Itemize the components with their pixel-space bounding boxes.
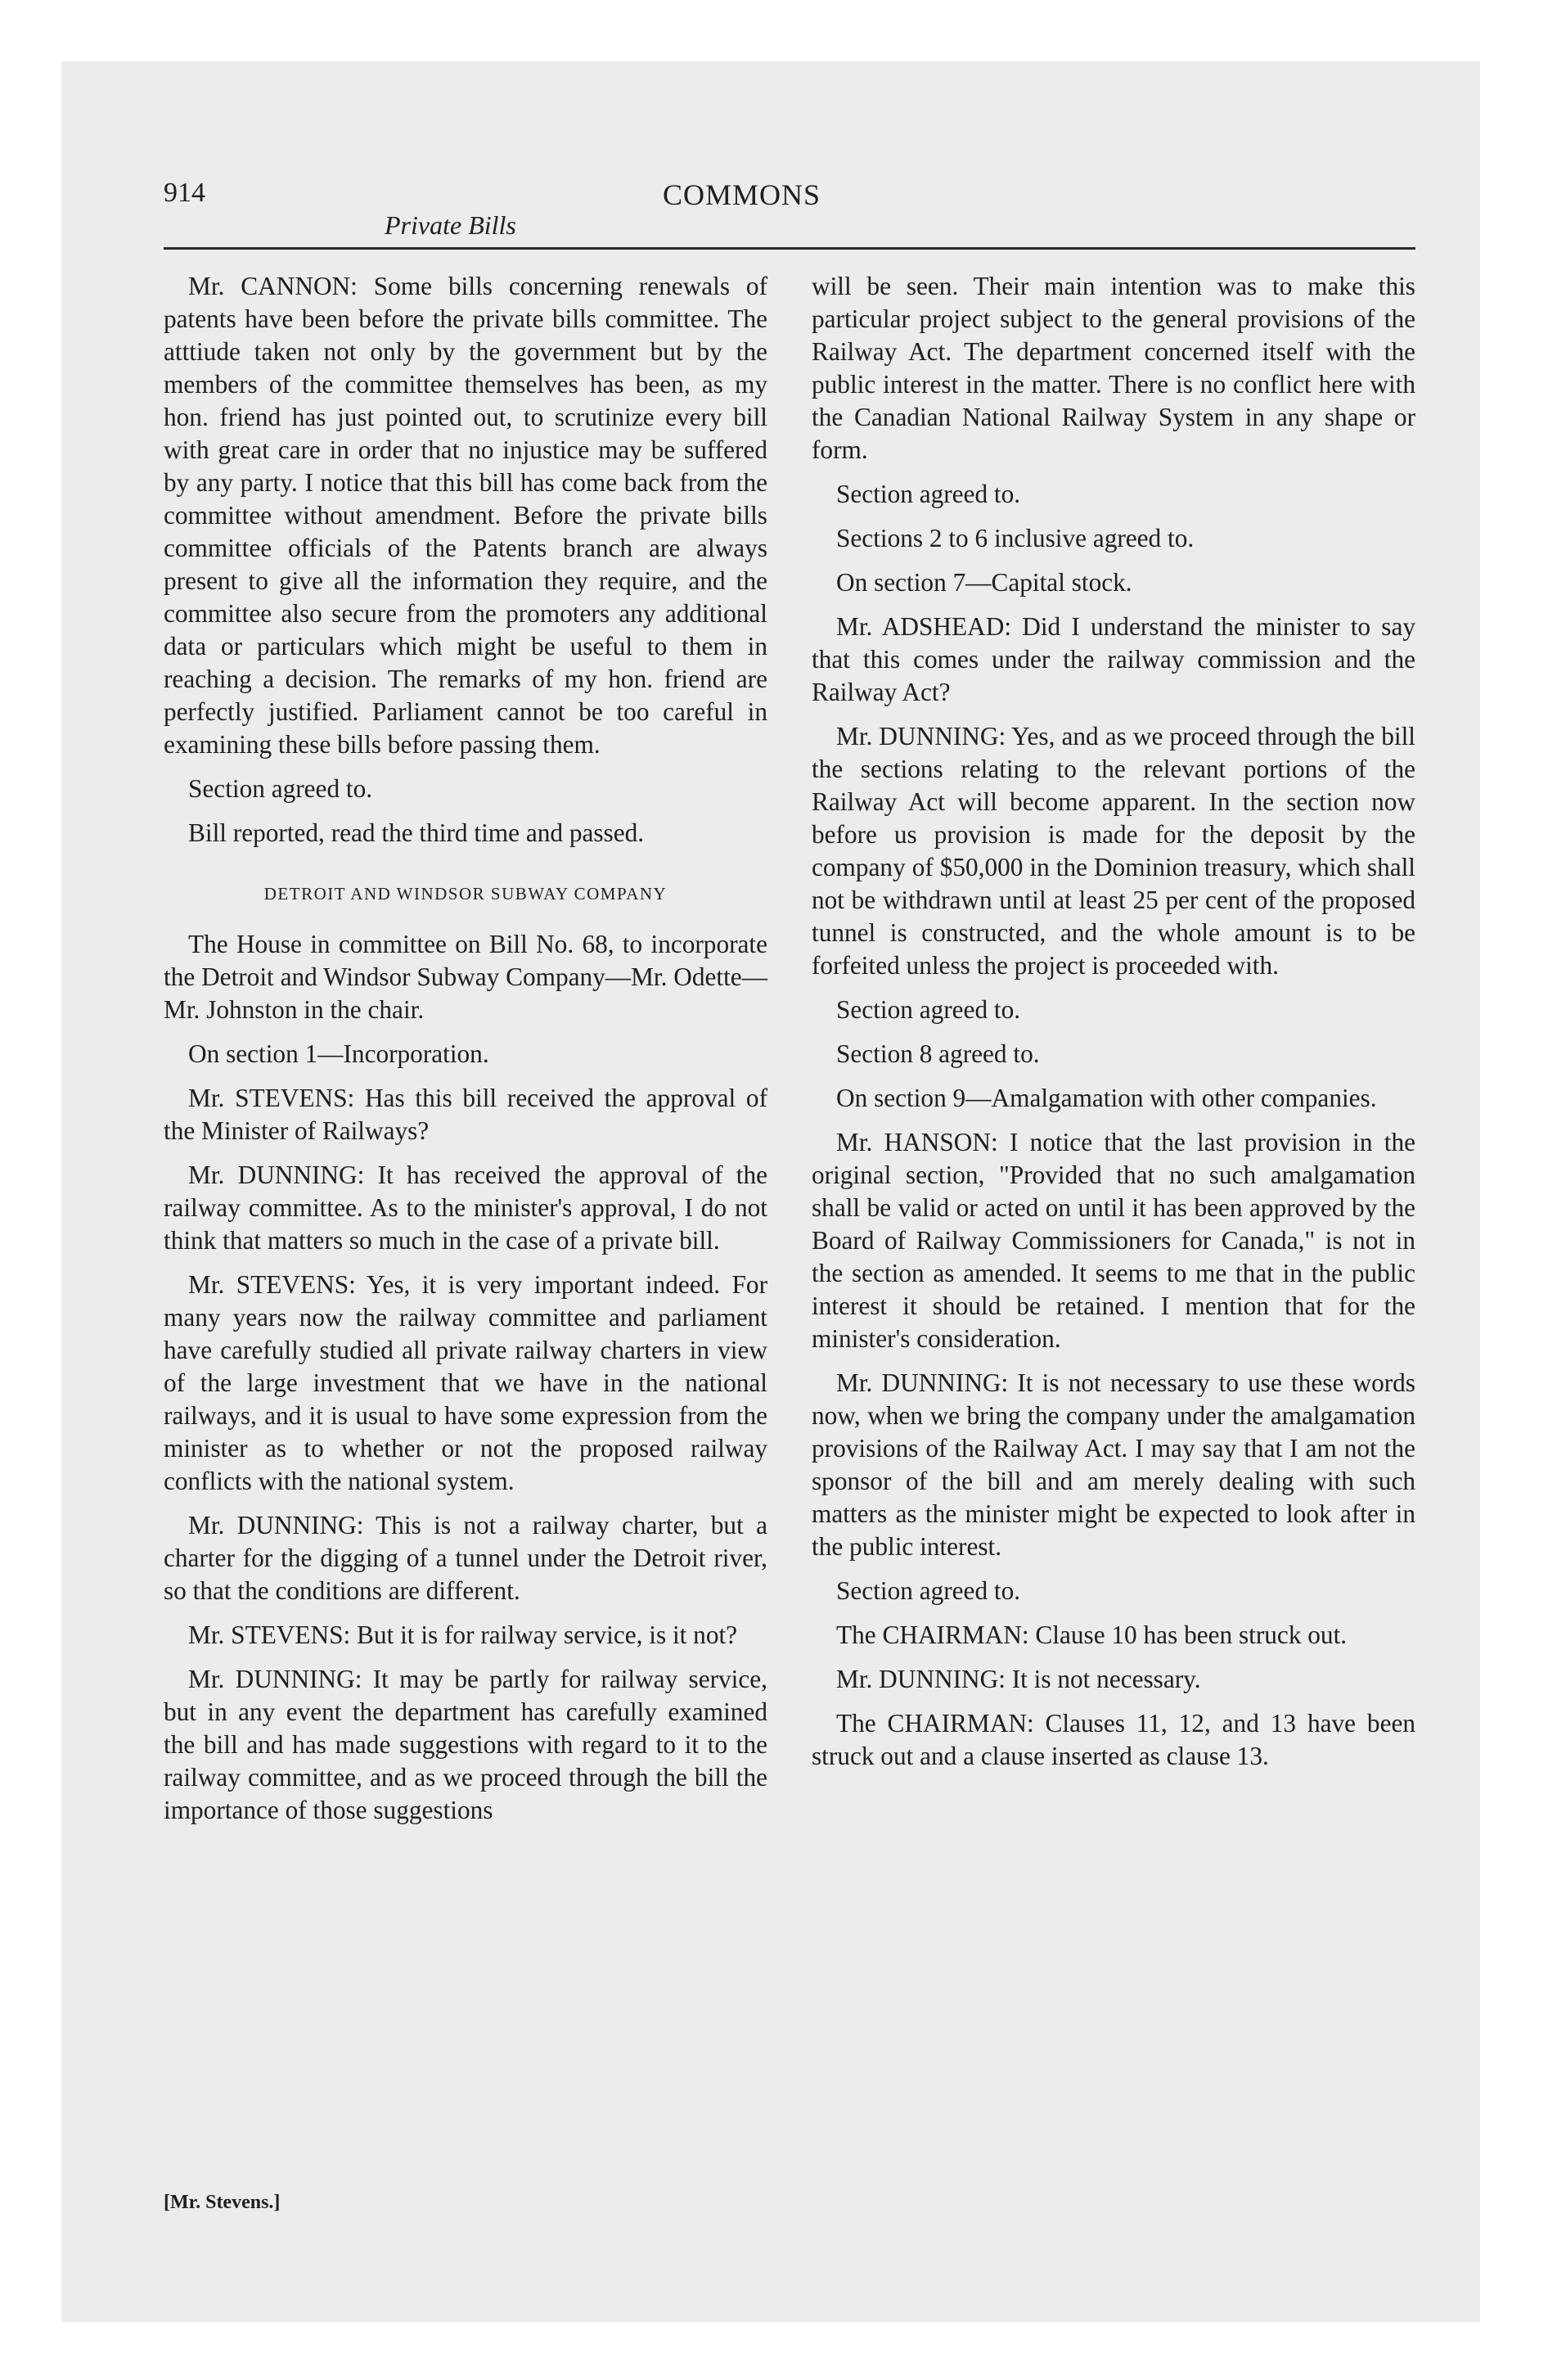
header-rule (164, 247, 1415, 250)
page-header (164, 168, 1415, 258)
paragraph: Mr. STEVENS: But it is for railway service, is it not? (188, 1620, 738, 1649)
paragraph: Mr. DUNNING: It is not necessary. (836, 1665, 1201, 1693)
footer-note: [Mr. Stevens.] (164, 2192, 281, 2213)
paragraph: On section 7—Capital stock. (836, 568, 1132, 597)
page-number: 914 (164, 178, 205, 208)
paragraph: The House in committee on Bill No. 68, to incorporate the Detroit and Windsor Subway Company—Mr. Odette—Mr. Johnston in the chair. (164, 930, 767, 1024)
paragraph: Section agreed to. (836, 480, 1021, 508)
paragraph: Mr. DUNNING: It may be partly for railway service, but in any event the department has carefully examined the bill and has made suggestions with regard to it to the railway committee, and as we proceed through the bill the importance of those suggestions (164, 1665, 767, 1824)
paragraph: Mr. DUNNING: It is not necessary to use these words now, when we bring the company under the amalgamation provisions of the Railway Act. I may say that I am not the sponsor of the bill and am merely dealing with such matters as the minister might be expected to look after in the public interest. (812, 1368, 1415, 1561)
page-title: COMMONS (663, 178, 821, 211)
paragraph: Mr. STEVENS: Has this bill received the approval of the Minister of Railways? (164, 1084, 767, 1145)
paragraph: The CHAIRMAN: Clauses 11, 12, and 13 have been struck out and a clause inserted as clause 13. (812, 1709, 1415, 1770)
paragraph: On section 9—Amalgamation with other companies. (836, 1084, 1377, 1112)
paragraph: Sections 2 to 6 inclusive agreed to. (836, 524, 1195, 552)
paragraph: Mr. STEVENS: Yes, it is very important indeed. For many years now the railway committee and parliament have carefully studied all private railway charters in view of the large investment that we have in the national railways, and it is usual to have some expression from the minister as to whether or not the proposed railway conflicts with the national system. (164, 1270, 767, 1495)
right-column (812, 270, 1415, 1784)
paragraph: Section agreed to. (188, 774, 373, 803)
paragraph: Bill reported, read the third time and passed. (188, 818, 645, 847)
paragraph: Section agreed to. (836, 1576, 1021, 1605)
paragraph: Mr. DUNNING: This is not a railway charter, but a charter for the digging of a tunnel under the Detroit river, so that the conditions are different. (164, 1511, 767, 1605)
paragraph: will be seen. Their main intention was to make this particular project subject to the general provisions of the Railway Act. The department concerned itself with the public interest in the matter. There is no conflict here with the Canadian National Railway System in any shape or form. (812, 272, 1415, 464)
paragraph: The CHAIRMAN: Clause 10 has been struck out. (836, 1620, 1348, 1649)
paragraph: Section agreed to. (836, 995, 1021, 1024)
page-subtitle: Private Bills (385, 210, 516, 240)
paragraph: Section 8 agreed to. (836, 1039, 1040, 1068)
paragraph: Mr. DUNNING: It has received the approval of the railway committee. As to the minister's approval, I do not think that matters so much in the case of a private bill. (164, 1161, 767, 1255)
paragraph: Mr. CANNON: Some bills concerning renewals of patents have been before the private bills committee. The atttiude taken not only by the government but by the members of the committee themselves has been, as my hon. friend has just pointed out, to scrutinize every bill with great care in order that no injustice may be suffered by any party. I notice that this bill has come back from the committee without amendment. Before the private bills committee officials of the Patents branch are always present to give all the information they require, and the committee also secure from the promoters any additional data or particulars which might be useful to them in reaching a decision. The remarks of my hon. friend are perfectly justified. Parliament cannot be too careful in examining these bills before passing them. (164, 272, 767, 759)
left-column (164, 270, 767, 1838)
paragraph: Mr. DUNNING: Yes, and as we proceed through the bill the sections relating to the relevant portions of the Railway Act will become apparent. In the section now before us provision is made for the deposit by the company of $50,000 in the Dominion treasury, which shall not be withdrawn until at least 25 per cent of the proposed tunnel is constructed, and the whole amount is to be forfeited unless the project is proceeded with. (812, 722, 1415, 980)
paragraph: On section 1—Incorporation. (188, 1039, 489, 1068)
section-heading: DETROIT AND WINDSOR SUBWAY COMPANY (263, 884, 668, 904)
paragraph: Mr. HANSON: I notice that the last provision in the original section, "Provided that no such amalgamation shall be valid or acted on until it has been approved by the Board of Railway Commissioners for Canada," is not in the section as amended. It seems to me that in the public interest it should be retained. I mention that for the minister's consideration. (812, 1128, 1415, 1353)
paragraph: Mr. ADSHEAD: Did I understand the minister to say that this comes under the railway commission and the Railway Act? (812, 612, 1415, 706)
